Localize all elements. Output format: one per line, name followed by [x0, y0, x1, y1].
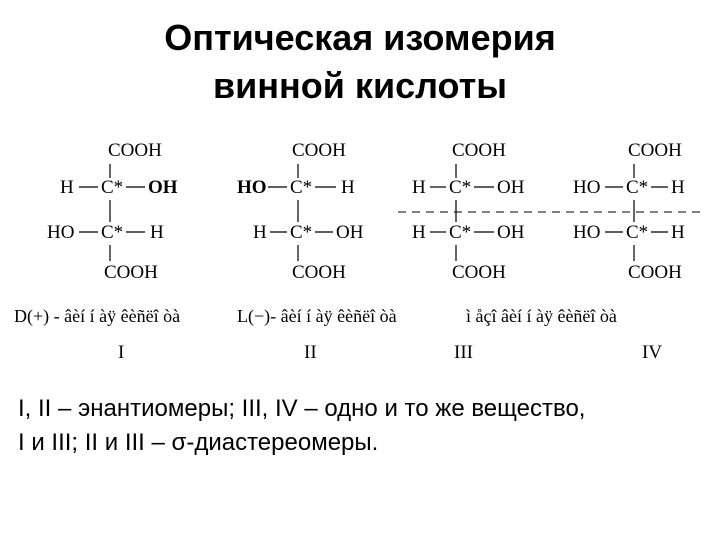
- structure-I: [14, 140, 180, 363]
- structure-IV-numeral: IV: [642, 342, 663, 363]
- structure-III-row1-left: H: [412, 177, 426, 198]
- structure-I-numeral: I: [118, 342, 125, 363]
- structure-II-bottom-group: COOH: [292, 262, 346, 283]
- structure-IV-row2-right: H: [671, 222, 685, 243]
- title-line-1: Оптическая изомерия: [164, 17, 556, 58]
- structure-III-numeral: III: [454, 342, 473, 363]
- structure-III-bottom-group: COOH: [452, 262, 506, 283]
- structure-II-row1-left: HO: [237, 177, 267, 198]
- structure-I-bottom-group: COOH: [104, 262, 158, 283]
- structure-III-row2-right: OH: [497, 222, 525, 243]
- structure-II-numeral: II: [304, 342, 317, 363]
- title-line-2: винной кислоты: [213, 65, 507, 106]
- structure-I-caption: D(+) - âèí í àÿ êèñëî òà: [14, 306, 181, 326]
- structure-I-row2-left: HO: [47, 222, 75, 243]
- structure-I-row2-center: C*: [101, 222, 124, 243]
- structure-IV-row1-right: H: [671, 177, 685, 198]
- structure-II-row2-right: OH: [336, 222, 364, 243]
- structure-III-row2-center: C*: [449, 222, 472, 243]
- structure-IV-row2-left: HO: [573, 222, 601, 243]
- structure-IV-top-group: COOH: [628, 140, 682, 161]
- structure-II: [237, 140, 397, 363]
- structure-IV-row2-center: C*: [626, 222, 649, 243]
- structure-I-row1-left: H: [60, 177, 74, 198]
- structure-I-row1-right: OH: [148, 177, 178, 198]
- structure-I-row1-center: C*: [101, 177, 124, 198]
- structure-II-row2-left: H: [253, 222, 267, 243]
- structure-III-caption: ì åçî âèí í àÿ êèñëî òà: [466, 306, 617, 326]
- structure-II-row1-right: H: [341, 177, 355, 198]
- structure-III-top-group: COOH: [452, 140, 506, 161]
- structure-I-top-group: COOH: [108, 140, 162, 161]
- conclusion-line-2: I и III; II и III – σ-диастереомеры.: [18, 429, 379, 456]
- structure-II-row2-center: C*: [290, 222, 313, 243]
- structure-IV-row1-left: HO: [573, 177, 601, 198]
- structure-I-row2-right: H: [150, 222, 164, 243]
- structure-III-row2-left: H: [412, 222, 426, 243]
- conclusion-text: [18, 392, 708, 460]
- structure-III-row1-center: C*: [449, 177, 472, 198]
- structure-IV-row1-center: C*: [626, 177, 649, 198]
- structure-III-row1-right: OH: [497, 177, 525, 198]
- structure-IV-bottom-group: COOH: [628, 262, 682, 283]
- structure-II-top-group: COOH: [292, 140, 346, 161]
- conclusion-line-1: I, II – энантиомеры; III, IV – одно и то же вещество,: [18, 395, 586, 422]
- structure-II-row1-center: C*: [290, 177, 313, 198]
- structure-III: [412, 140, 617, 363]
- structure-IV: [573, 140, 685, 363]
- structure-II-caption: L(−)- âèí í àÿ êèñëî òà: [237, 306, 397, 326]
